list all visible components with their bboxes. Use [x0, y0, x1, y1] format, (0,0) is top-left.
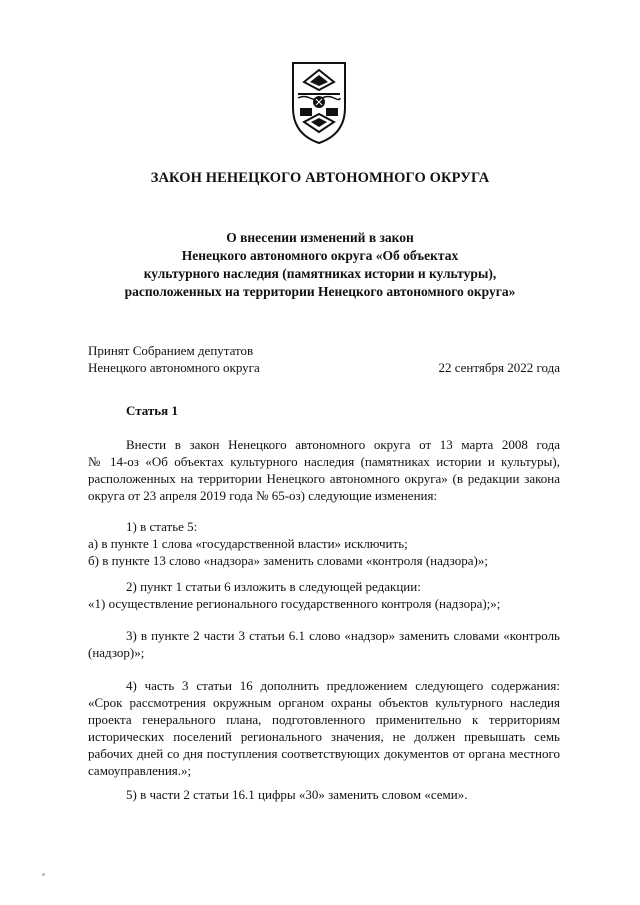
text-line: самоуправления.»;	[88, 763, 192, 778]
article-heading: Статья 1	[126, 403, 178, 418]
text-line: 1) в статье 5:	[126, 519, 198, 534]
text-line: б) в пункте 13 слово «надзора» заменить словами «контроля (надзора)»;	[88, 553, 488, 568]
subtitle-line: Ненецкого автономного округа «Об объектах	[181, 248, 459, 263]
subtitle-line: культурного наследия (памятниках истории и культуры),	[143, 266, 497, 281]
article-intro	[88, 436, 560, 504]
text-line: рабочих дней со дня поступления соответствующих документов от органа местного	[88, 746, 560, 761]
nenets-coat-of-arms-icon	[290, 60, 348, 146]
law-title: ЗАКОН НЕНЕЦКОГО АВТОНОМНОГО ОКРУГА	[150, 170, 490, 186]
scan-speck	[42, 873, 45, 876]
law-subtitle	[60, 229, 580, 301]
text-line: № 14-оз «Об объектах культурного наследия (памятниках истории и культуры),	[88, 454, 560, 469]
text-line: 2) пункт 1 статьи 6 изложить в следующей редакции:	[126, 579, 421, 594]
text-line: проекта генерального плана, подготовленного применительно к территориям	[88, 712, 560, 727]
text-line: «Срок рассмотрения окружным органом охраны объектов культурного наследия	[88, 695, 560, 710]
amendment-item-5	[88, 786, 560, 803]
text-line: 5) в части 2 статьи 16.1 цифры «30» заменить словом «семи».	[126, 787, 468, 802]
text-line: расположенных на территории Ненецкого автономного округа» (в редакции закона	[88, 471, 560, 486]
text-line: 4) часть 3 статьи 16 дополнить предложением следующего содержания:	[126, 678, 560, 693]
text-line: Внести в закон Ненецкого автономного округа от 13 марта 2008 года	[126, 437, 560, 452]
adopted-by-line: Ненецкого автономного округа	[88, 360, 260, 375]
text-line: округа от 23 апреля 2019 года № 65-оз) следующие изменения:	[88, 488, 438, 503]
amendment-item-3	[88, 627, 560, 661]
adoption-date: 22 сентября 2022 года	[438, 360, 560, 375]
text-line: 3) в пункте 2 части 3 статьи 6.1 слово «надзор» заменить словами «контроль	[126, 628, 560, 643]
amendment-item-2	[88, 578, 560, 612]
text-line: а) в пункте 1 слова «государственной власти» исключить;	[88, 536, 408, 551]
subtitle-line: О внесении изменений в закон	[226, 230, 414, 245]
text-line: «1) осуществление регионального государственного контроля (надзора);»;	[88, 596, 501, 611]
amendment-item-1	[88, 518, 560, 569]
subtitle-line: расположенных на территории Ненецкого автономного округа»	[124, 284, 516, 299]
adoption-block	[88, 342, 560, 376]
amendment-item-4	[88, 677, 560, 779]
text-line: (надзор)»;	[88, 645, 145, 660]
text-line: исторических поселений регионального значения, не должен превышать семь	[88, 729, 560, 744]
adopted-by-line: Принят Собранием депутатов	[88, 343, 254, 358]
